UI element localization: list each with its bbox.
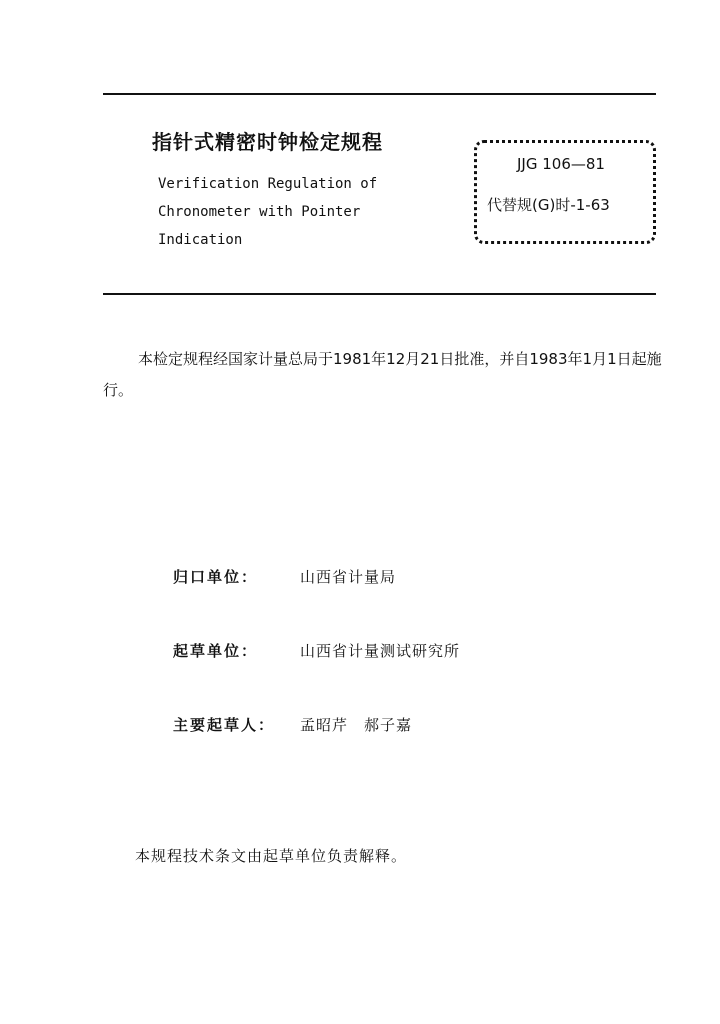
info-row-drafting-unit [173, 640, 460, 661]
top-rule [103, 93, 656, 95]
info-row-responsible-unit [173, 566, 396, 587]
title-english-line-3: Indication [158, 232, 243, 248]
bottom-rule [103, 293, 656, 295]
approval-statement: 本检定规程经国家计量总局于1981年12月21日批准，并自1983年1月1日起施行。 [103, 350, 662, 399]
info-value: 山西省计量测试研究所 [300, 642, 461, 660]
interpretation-note: 本规程技术条文由起草单位负责解释。 [135, 847, 408, 865]
title-english-line-1: Verification Regulation of [158, 176, 378, 192]
title-chinese: 指针式精密时钟检定规程 [152, 130, 383, 154]
info-label: 起草单位： [173, 642, 259, 660]
title-english [158, 170, 398, 254]
info-label: 主要起草人： [173, 716, 276, 734]
info-value: 孟昭芹 郝子嘉 [300, 716, 413, 734]
info-row-main-drafters [173, 714, 412, 735]
title-english-line-2: Chronometer with Pointer [158, 204, 361, 220]
info-value: 山西省计量局 [300, 568, 397, 586]
info-label: 归口单位： [173, 568, 259, 586]
regulation-code: JJG 106—81 [517, 155, 605, 173]
replaces-code: 代替规(G)时-1-63 [487, 196, 610, 214]
